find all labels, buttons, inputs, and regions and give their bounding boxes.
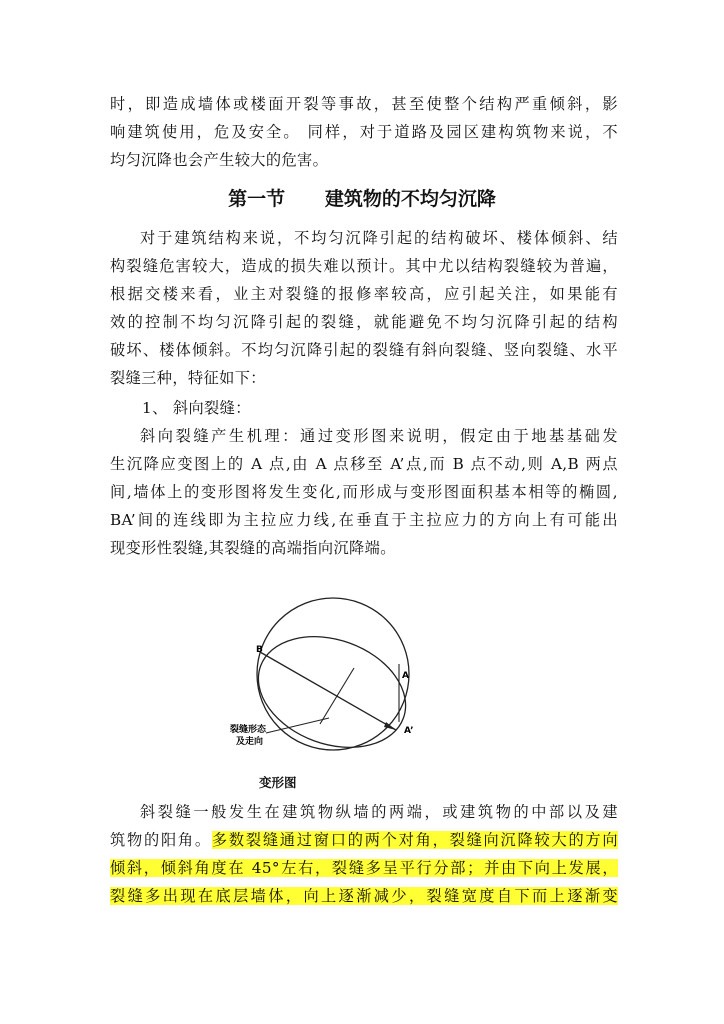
para1-line-1: 对于建筑结构来说，不均匀沉降引起的结构破坏、楼体倾斜、结	[140, 229, 618, 247]
para3-line-4-highlight: 裂缝多出现在底层墙体，向上逐渐减少，裂缝宽度自下而上逐渐变	[110, 887, 618, 905]
para2-line-3: 间,墙体上的变形图将发生变化,而形成与变形图面积基本相等的椭圆,	[110, 483, 618, 501]
para3-line-2	[110, 830, 618, 850]
para3-line-2-plain: 筑物的阳角。	[110, 831, 212, 849]
deformed-ellipse	[243, 617, 421, 766]
para1-line-3: 根据交楼来看，业主对裂缝的报修率较高，应引起关注，如果能有	[110, 285, 618, 303]
para2-line-4: BA’间的连线即为主拉应力线,在垂直于主拉应力的方向上有可能出	[110, 511, 618, 529]
crack-label-2: 及走向	[236, 737, 264, 747]
label-b: B	[256, 645, 263, 655]
deformation-diagram	[228, 596, 438, 766]
para3-line-4	[110, 886, 618, 906]
para1-line-4: 效的控制不均匀沉降引起的裂缝，就能避免不均匀沉降引起的结构	[110, 313, 618, 331]
intro-line-3: 均匀沉降也会产生较大的危害。	[110, 151, 329, 169]
list-item-1: 1、 斜向裂缝：	[142, 399, 251, 417]
para3-line-2-highlight: 多数裂缝通过窗口的两个对角，裂缝向沉降较大的方向	[211, 831, 618, 849]
para2-line-2: 生沉降应变图上的 A 点,由 A 点移至 A’点,而 B 点不动,则 A,B 两点	[110, 455, 618, 473]
crack-leader	[266, 718, 329, 733]
para1-line-2: 构裂缝危害较大，造成的损失难以预计。其中尤以结构裂缝较为普遍，	[110, 257, 618, 275]
para1-line-5: 破坏、楼体倾斜。不均匀沉降引起的裂缝有斜向裂缝、竖向裂缝、水平	[110, 341, 618, 359]
label-a: A	[402, 671, 409, 681]
para3-line-3-highlight: 倾斜，倾斜角度在 45°左右，裂缝多呈平行分部；并由下向上发展，	[110, 859, 618, 877]
para2-line-5: 现变形性裂缝,其裂缝的高端指向沉降端。	[110, 539, 396, 557]
para3-line-3	[110, 858, 618, 878]
para2-line-1: 斜向裂缝产生机理：通过变形图来说明，假定由于地基基础发	[140, 427, 618, 445]
crack-label-1: 裂缝形态	[230, 725, 267, 735]
crack-line	[320, 668, 354, 724]
para1-line-6: 裂缝三种，特征如下：	[110, 369, 266, 387]
intro-line-2: 响建筑使用，危及安全。 同样，对于道路及园区建构筑物来说，不	[110, 123, 618, 141]
section-title: 第一节 建筑物的不均匀沉降	[228, 188, 496, 210]
intro-line-1: 时，即造成墙体或楼面开裂等事故，甚至使整个结构严重倾斜，影	[110, 95, 618, 113]
figure-caption: 变形图	[259, 775, 297, 790]
para3-line-1: 斜裂缝一般发生在建筑物纵墙的两端，或建筑物的中部以及建	[140, 803, 618, 821]
label-a-prime: A’	[404, 726, 414, 736]
